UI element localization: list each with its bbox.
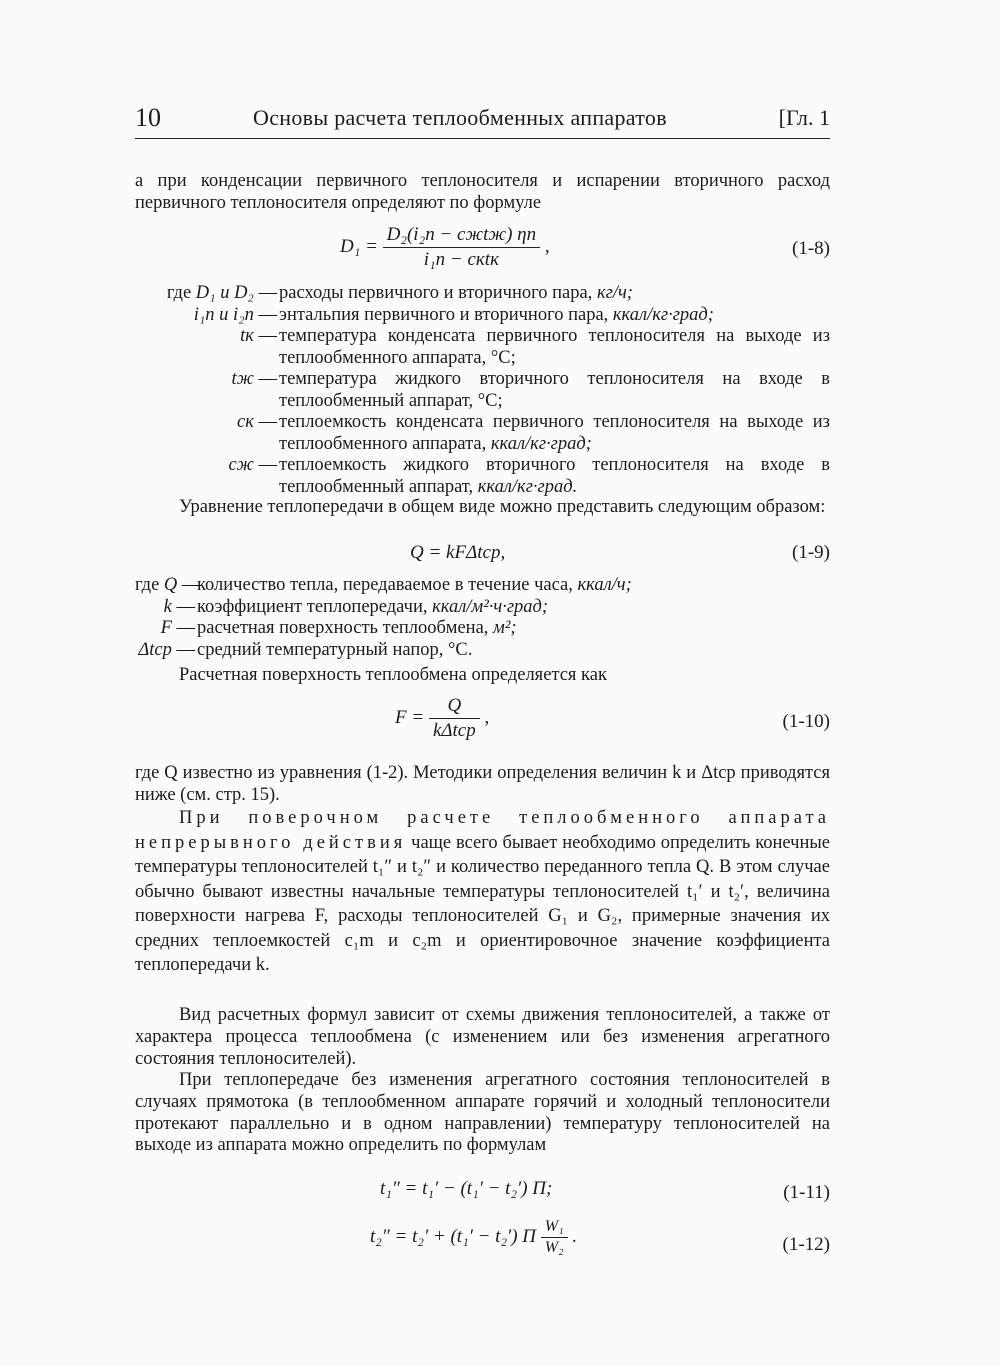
definition-text: теплоемкость жидкого вторичного теплоносителя на входе в теплообменный аппарат, (279, 455, 830, 497)
definition-symbol: cк (237, 412, 254, 432)
definition-item: tк — температура конденсата первичного теплоносителя на выходе из теплообменного аппарата, °С; (240, 326, 830, 368)
definition-item: tж — температура жидкого вторичного теплоносителя на входе в теплообменный аппарат, °С; (231, 369, 830, 411)
running-header (135, 100, 830, 139)
formula-1-10 (135, 695, 830, 747)
definition-item: cж — теплоемкость жидкого вторичного теплоносителя на входе в теплообменный аппарат, ккал/кг·град. (228, 455, 830, 497)
definition-text: расходы первичного и вторичного пара, (279, 283, 593, 303)
definition-text: теплоемкость конденсата первичного теплоносителя на выходе из теплообменного аппарата, (279, 412, 830, 454)
definition-unit: ккал/м²·ч·град; (432, 596, 549, 617)
definition-text: расчетная поверхность теплообмена, (197, 618, 489, 638)
definition-text: средний температурный напор, °С. (197, 639, 473, 660)
q-known-paragraph: где Q известно из уравнения (1-2). Методики определения величин k и Δtср приводятся ниже (см. стр. 15). (135, 763, 830, 805)
definition-unit: ккал/кг·град; (612, 304, 714, 325)
definition-lead: где (135, 575, 160, 595)
definition-unit: м²; (493, 618, 517, 638)
definition-item: k — коэффициент теплопередачи, ккал/м²·ч·град; (163, 596, 549, 617)
formula-1-8-lhs: D₁ = (340, 235, 378, 257)
formula-1-10-fraction (429, 695, 480, 742)
definition-item: Δtср — средний температурный напор, °С. (135, 640, 830, 662)
formula-1-8 (135, 224, 830, 276)
definition-lead: где (166, 283, 192, 303)
formula-1-12-denominator: W₂ (544, 1239, 564, 1256)
definition-unit: ккал/кг·град. (477, 476, 578, 497)
definition-symbol: Δtср (138, 639, 172, 660)
formula-1-10-lhs: F = (395, 706, 425, 728)
definition-unit: кг/ч; (596, 283, 633, 303)
formula-1-12-fraction (541, 1218, 568, 1257)
definition-symbol: D₁ и D₂ (195, 283, 254, 303)
formula-1-10-numerator: Q (429, 695, 480, 719)
formula-1-12-numerator: W₁ (541, 1218, 568, 1238)
formula-1-8-tail: , (544, 235, 550, 257)
definition-item: i₁п и i₂п — энтальпия первичного и вторичного пара, ккал/кг·град; (193, 304, 714, 325)
definition-text: коэффициент теплопередачи, (197, 596, 428, 617)
formula-1-10-tail: , (484, 706, 490, 728)
formula-1-10-number: (1-10) (782, 711, 830, 732)
formula-1-9-number: (1-9) (792, 542, 830, 563)
formula-1-12-tail: . (572, 1225, 578, 1247)
definition-text: количество тепла, передаваемое в течение часа, (197, 575, 573, 595)
formula-1-8-numerator: D₂(i₂п − cжtж) ηп (383, 224, 540, 248)
check-calculation-paragraph (135, 806, 830, 978)
definition-text: температура жидкого вторичного теплоносителя на входе в теплообменный аппарат, °С; (279, 369, 830, 411)
formula-1-8-denominator: i₁п − cкtк (423, 249, 499, 270)
formula-1-8-fraction (383, 224, 540, 271)
definition-symbol: F (160, 618, 172, 638)
definition-symbol: cж (228, 455, 254, 475)
check-calculation-spaced: При поверочном расчете теплообменного аппарата непрерывного действия (135, 808, 830, 853)
check-calculation-text: чаще всего бывает необходимо определить конечные температуры теплоносителей t₁″ и t₂″ и количество переданного тепла Q. В этом случае обычно бывают известны начальные температуры теплоносителей t₁′ и t₂′, величина поверхности нагрева F, расходы теплоносителей G₁ и G₂, примерные значения их средних теплоемкостей c₁m и c₂m и ориентировочное значение коэффициента теплопередачи k. (135, 832, 831, 975)
definition-text: энтальпия первичного и вторичного пара, (279, 304, 609, 325)
definition-symbol: i₁п и i₂п (193, 304, 254, 325)
definition-item: F — расчетная поверхность теплообмена, м²; (160, 618, 517, 638)
chapter-label: [Гл. 1 (778, 105, 830, 130)
formula-1-10-denominator: kΔtср (432, 720, 476, 741)
definition-symbol: Q (163, 575, 178, 595)
formula-1-12-number: (1-12) (782, 1234, 830, 1255)
surface-paragraph: Расчетная поверхность теплообмена определяется как (179, 665, 607, 685)
definition-symbol: tж (231, 369, 254, 389)
definitions-1-8 (135, 283, 830, 498)
formula-1-11-body: t₁″ = t₁′ − (t₁′ − t₂′) П; (380, 1178, 553, 1199)
formulas-kind-paragraph: Вид расчетных формул зависит от схемы движения теплоносителей, а также от характера процесса теплообмена (с изменением или без изменения агрегатного состояния теплоносителей). (135, 1005, 830, 1069)
definition-unit: ккал/кг·град; (490, 433, 592, 454)
intro-paragraph: а при конденсации первичного теплоносителя и испарении вторичного расход первичного теплоносителя определяют по формуле (135, 171, 830, 213)
definition-symbol: tк (240, 326, 254, 346)
page-number: 10 (135, 103, 161, 132)
formula-1-12 (135, 1218, 830, 1270)
definition-item: где Q — количество тепла, передаваемое в течение часа, ккал/ч; (135, 575, 632, 595)
formula-1-11-number: (1-11) (783, 1182, 830, 1203)
definitions-1-9 (135, 575, 830, 661)
parallel-flow-paragraph: При теплопередаче без изменения агрегатного состояния теплоносителей в случаях прямотока (в теплообменном аппарате горячий и холодный теплоносители протекают параллельно и в одном направлении) температуру теплоносителей на выходе из аппарата можно определить по формулам (135, 1070, 830, 1156)
formula-1-12-body: t₂″ = t₂′ + (t₁′ − t₂′) П (370, 1225, 537, 1247)
heat-transfer-paragraph: Уравнение теплопередачи в общем виде можно представить следующим образом: (179, 497, 826, 517)
formula-1-8-number: (1-8) (792, 238, 830, 259)
definition-text: температура конденсата первичного теплоносителя на выходе из теплообменного аппарата, °С; (279, 326, 830, 368)
definition-item: cк — теплоемкость конденсата первичного теплоносителя на выходе из теплообменного аппарата, ккал/кг·град; (237, 412, 830, 454)
definition-item: где D₁ и D₂ — расходы первичного и вторичного пара, кг/ч; (166, 283, 633, 303)
definition-unit: ккал/ч; (577, 575, 632, 595)
running-title: Основы расчета теплообменных аппаратов (253, 105, 667, 130)
definition-symbol: k (163, 596, 172, 617)
formula-1-9-body: Q = kFΔtср, (410, 542, 506, 563)
